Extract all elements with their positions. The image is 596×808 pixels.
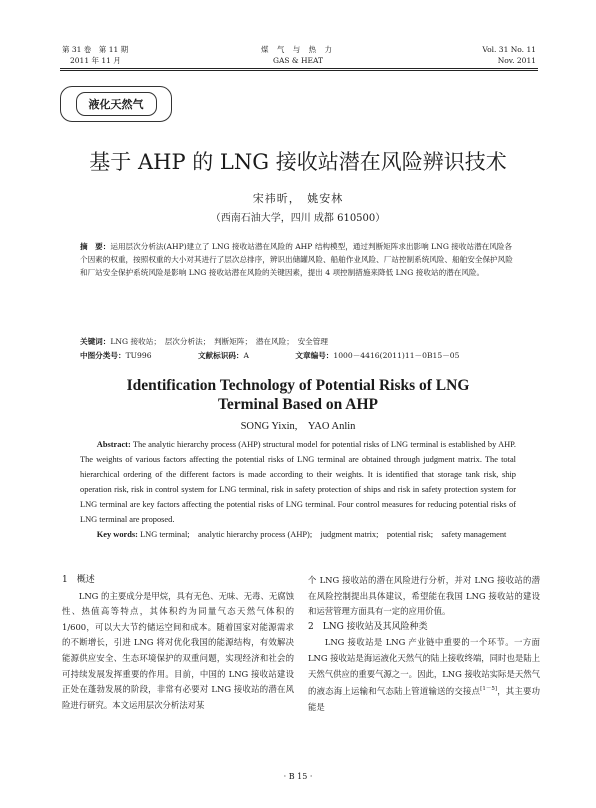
body-column-left — [62, 573, 294, 713]
abstract-en — [80, 437, 516, 528]
abstract-cn-text: 运用层次分析法(AHP)建立了 LNG 接收站潜在风险的 AHP 结构模型，通过判断矩阵求出影响 LNG 接收站潜在风险各个因素的权重，按照权重的大小对其进行了层次总排序，辨识出储罐风险、船舶作业风险、厂站控制系统风险、船舶安全保护风险和厂站安全保护系统风险是影响 LNG 接收站潜在风险的关键因素，提出 4 项控制措施来降低 LNG 接收站的潜在风险。 — [80, 242, 513, 277]
section-2-paragraph — [308, 635, 540, 715]
article-no-label: 文章编号： — [295, 351, 334, 360]
abstract-en-text: The analytic hierarchy process (AHP) structural model for potential risks of LNG terminal is established by AHP. The weights of various factors affecting the potential risks of LNG terminal are obtained through judgment matrix. The total hierarchical ordering of the different factors is made according to their weights. It is identified that storage tank risk, ship operation risk, risk in control system for LNG terminal, risk in safety protection of ships and risk in safety protection system for LNG terminal are key factors affecting the potential risks of LNG terminal. Four control measures for reducing potential risks of LNG terminal are proposed. — [80, 440, 516, 525]
body-column-right — [308, 573, 540, 715]
section-1-paragraph-cont: 个 LNG 接收站的潜在风险进行分析，并对 LNG 接收站的潜在风险控制提出具体建议，希望能在我国 LNG 接收站的建设和运营管理方面具有一定的应用价值。 — [308, 575, 540, 617]
keywords-en-text: LNG terminal; analytic hierarchy process (AHP); judgment matrix; potential risk; safety management — [140, 530, 507, 539]
clc-value: TU996 — [125, 351, 152, 360]
page-number: · B 15 · — [283, 772, 313, 781]
article-title-cn: 基于 AHP 的 LNG 接收站潜在风险辨识技术 — [89, 150, 507, 174]
keywords-cn — [80, 335, 516, 348]
section-badge-label: 液化天然气 — [76, 92, 157, 116]
keywords-cn-text: LNG 接收站； 层次分析法； 判断矩阵； 潜在风险； 安全管理 — [110, 337, 328, 346]
section-2-text-end: ，其主要功能是 — [308, 685, 541, 712]
affiliation-cn: （西南石油大学，四川 成都 610500） — [210, 213, 386, 224]
authors-cn: 宋祎昕， 姚安林 — [252, 192, 344, 205]
header-rule-thin — [60, 70, 538, 71]
keywords-en-label: Key words: — [96, 530, 138, 539]
journal-name-en: GAS & HEAT — [272, 56, 323, 65]
header-rule — [60, 68, 538, 69]
abstract-cn-label: 摘 要： — [80, 242, 111, 251]
volume-issue-en: Vol. 31 No. 11 — [482, 45, 536, 54]
clc-label: 中图分类号： — [80, 351, 126, 360]
section-1-paragraph: LNG 的主要成分是甲烷，具有无色、无味、无毒、无腐蚀性、热值高等特点，其体积约为同量气态天然气体积的 1/600，可以大大节约储运空间和成本。随着国家对能源需求的不断增长，引进 LNG 将对优化我国的能源结构，有效解决能源供应安全、生态环境保护的双重问题，实现经济和社会的可持续发展发挥重要的作用。目前，中国的 LNG 接收站建设正处在蓬勃发展的阶段，非常有必要对 LNG 接收站的潜在风险进行研究。本文运用层次分析法对某 — [62, 590, 294, 710]
keywords-en — [80, 527, 516, 542]
article-no-value: 1000－4416(2011)11－0B15－05 — [333, 351, 460, 360]
issue-date-en: Nov. 2011 — [497, 56, 536, 65]
keywords-cn-label: 关键词： — [80, 337, 111, 346]
title-en-line-1: Identification Technology of Potential Risks of LNG — [126, 377, 470, 394]
classification-row — [80, 350, 516, 361]
running-header-right — [482, 44, 536, 66]
section-2-heading: 2 LNG 接收站及其风险种类 — [308, 621, 428, 632]
volume-issue: 第 31 卷 第 11 期 — [62, 45, 129, 54]
doc-code-label: 文献标识码： — [197, 351, 244, 360]
article-title-en — [0, 376, 596, 414]
section-badge — [60, 86, 172, 122]
abstract-en-label: Abstract: — [96, 440, 131, 449]
citation-ref: [1－5] — [480, 686, 497, 693]
title-en-line-2: Terminal Based on AHP — [217, 396, 379, 413]
issue-date: 2011 年 11 月 — [70, 56, 121, 65]
authors-en: SONG Yixin, YAO Anlin — [240, 421, 356, 432]
section-2-text: LNG 接收站是 LNG 产业链中重要的一个环节。一方面 LNG 接收站是海运液化天然气的陆上接收终端，同时也是陆上天然气供应的重要气源之一。因此，LNG 接收站实际是天然气的液态海上运输和气态陆上管道输送的交接点 — [308, 637, 540, 696]
abstract-cn — [80, 240, 516, 279]
journal-name-cn: 煤 气 与 热 力 — [260, 45, 336, 54]
section-1-heading: 1 概述 — [62, 575, 95, 585]
doc-code-value: A — [243, 351, 249, 360]
